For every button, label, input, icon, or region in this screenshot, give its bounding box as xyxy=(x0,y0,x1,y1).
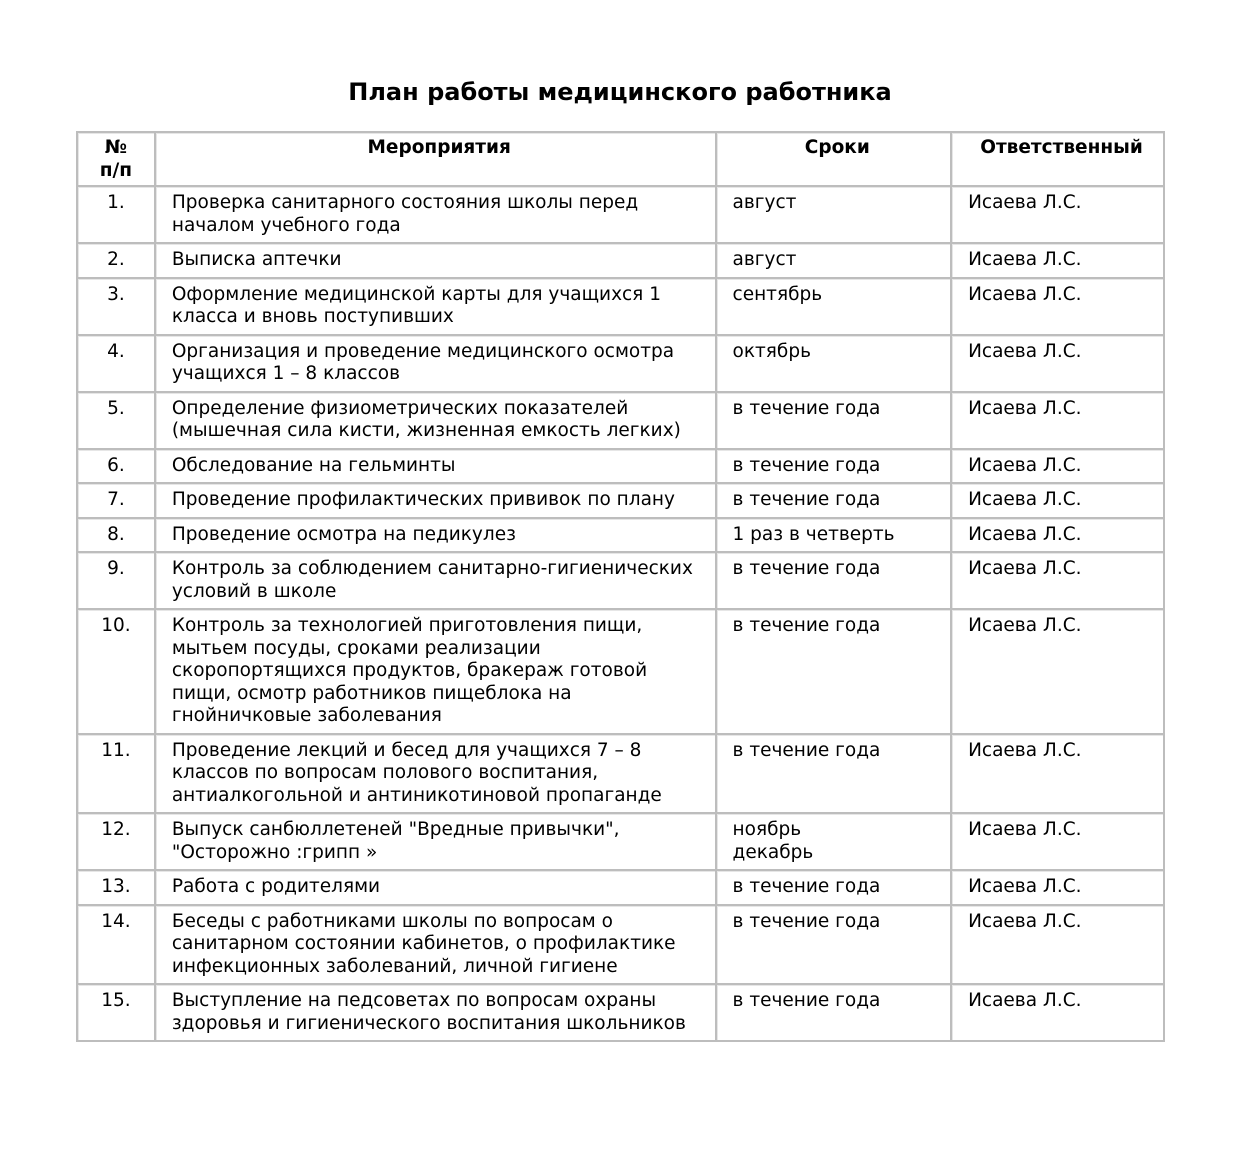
row-activity: Проведение осмотра на педикулез xyxy=(156,519,717,554)
header-number: № п/п xyxy=(78,133,156,187)
row-responsible: Исаева Л.С. xyxy=(952,187,1165,244)
row-responsible: Исаева Л.С. xyxy=(952,985,1165,1042)
row-term: в течение года xyxy=(717,450,953,485)
header-activity: Мероприятия xyxy=(156,133,717,187)
row-term: в течение года xyxy=(717,735,953,815)
row-number: 11. xyxy=(78,735,156,815)
row-activity: Беседы с работниками школы по вопросам о санитарном состоянии кабинетов, о профилактике инфекционных заболеваний, личной гигиене xyxy=(156,906,717,986)
table-row xyxy=(78,244,1165,279)
row-responsible: Исаева Л.С. xyxy=(952,906,1165,986)
row-term: в течение года xyxy=(717,553,953,610)
row-number: 15. xyxy=(78,985,156,1042)
row-activity: Проверка санитарного состояния школы перед началом учебного года xyxy=(156,187,717,244)
row-number: 13. xyxy=(78,871,156,906)
row-number: 10. xyxy=(78,610,156,735)
table-row xyxy=(78,735,1165,815)
row-term: в течение года xyxy=(717,484,953,519)
table-row xyxy=(78,814,1165,871)
document-title: План работы медицинского работника xyxy=(348,78,892,106)
row-responsible: Исаева Л.С. xyxy=(952,519,1165,554)
row-responsible: Исаева Л.С. xyxy=(952,484,1165,519)
table-row xyxy=(78,484,1165,519)
row-responsible: Исаева Л.С. xyxy=(952,553,1165,610)
row-activity: Выпуск санбюллетеней "Вредные привычки", "Осторожно :грипп » xyxy=(156,814,717,871)
row-responsible: Исаева Л.С. xyxy=(952,450,1165,485)
row-number: 6. xyxy=(78,450,156,485)
row-responsible: Исаева Л.С. xyxy=(952,871,1165,906)
row-responsible: Исаева Л.С. xyxy=(952,393,1165,450)
row-responsible: Исаева Л.С. xyxy=(952,336,1165,393)
row-activity: Работа с родителями xyxy=(156,871,717,906)
row-term: ноябрь декабрь xyxy=(717,814,953,871)
row-number: 9. xyxy=(78,553,156,610)
row-responsible: Исаева Л.С. xyxy=(952,814,1165,871)
row-activity: Проведение лекций и бесед для учащихся 7 – 8 классов по вопросам полового воспитания, антиалкогольной и антиникотиновой пропаганде xyxy=(156,735,717,815)
row-number: 3. xyxy=(78,279,156,336)
row-activity: Организация и проведение медицинского осмотра учащихся 1 – 8 классов xyxy=(156,336,717,393)
row-number: 12. xyxy=(78,814,156,871)
row-number: 4. xyxy=(78,336,156,393)
row-term: сентябрь xyxy=(717,279,953,336)
row-number: 2. xyxy=(78,244,156,279)
row-responsible: Исаева Л.С. xyxy=(952,244,1165,279)
table-row xyxy=(78,336,1165,393)
row-activity: Контроль за технологией приготовления пищи, мытьем посуды, сроками реализации скоропортящихся продуктов, бракераж готовой пищи, осмотр работников пищеблока на гнойничковые заболевания xyxy=(156,610,717,735)
plan-table xyxy=(76,131,1165,1042)
table-row xyxy=(78,610,1165,735)
row-responsible: Исаева Л.С. xyxy=(952,279,1165,336)
header-responsible: Ответственный xyxy=(952,133,1165,187)
table-row xyxy=(78,187,1165,244)
row-term: в течение года xyxy=(717,906,953,986)
row-term: октябрь xyxy=(717,336,953,393)
row-term: август xyxy=(717,244,953,279)
row-term: в течение года xyxy=(717,985,953,1042)
row-activity: Выписка аптечки xyxy=(156,244,717,279)
row-number: 1. xyxy=(78,187,156,244)
row-term: в течение года xyxy=(717,610,953,735)
table-row xyxy=(78,393,1165,450)
row-term: в течение года xyxy=(717,393,953,450)
table-row xyxy=(78,906,1165,986)
table-row xyxy=(78,871,1165,906)
row-activity: Определение физиометрических показателей (мышечная сила кисти, жизненная емкость легких) xyxy=(156,393,717,450)
row-term: август xyxy=(717,187,953,244)
row-responsible: Исаева Л.С. xyxy=(952,610,1165,735)
table-row xyxy=(78,553,1165,610)
row-term: 1 раз в четверть xyxy=(717,519,953,554)
row-number: 5. xyxy=(78,393,156,450)
row-responsible: Исаева Л.С. xyxy=(952,735,1165,815)
row-number: 14. xyxy=(78,906,156,986)
table-row xyxy=(78,519,1165,554)
table-header-row xyxy=(78,133,1165,187)
row-activity: Проведение профилактических прививок по плану xyxy=(156,484,717,519)
row-activity: Контроль за соблюдением санитарно-гигиенических условий в школе xyxy=(156,553,717,610)
header-term: Сроки xyxy=(717,133,953,187)
row-term: в течение года xyxy=(717,871,953,906)
table-row xyxy=(78,279,1165,336)
row-number: 7. xyxy=(78,484,156,519)
row-activity: Обследование на гельминты xyxy=(156,450,717,485)
table-row xyxy=(78,450,1165,485)
row-activity: Выступление на педсоветах по вопросам охраны здоровья и гигиенического воспитания школьников xyxy=(156,985,717,1042)
table-row xyxy=(78,985,1165,1042)
row-number: 8. xyxy=(78,519,156,554)
row-activity: Оформление медицинской карты для учащихся 1 класса и вновь поступивших xyxy=(156,279,717,336)
